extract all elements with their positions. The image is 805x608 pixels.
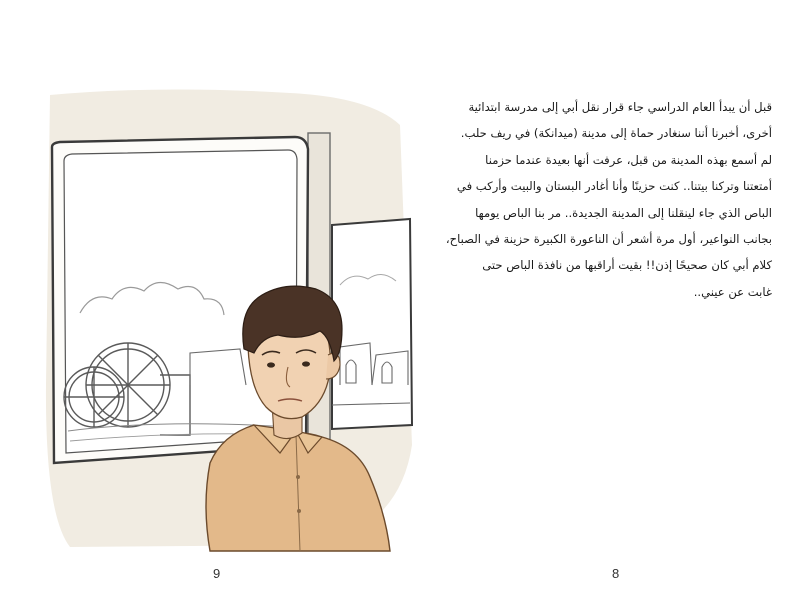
illustration-svg xyxy=(40,85,420,555)
story-line: كلام أبي كان صحيحًا إذن!! بقيت أراقبها من نافذة الباص حتى xyxy=(482,258,772,273)
boy-on-bus-illustration xyxy=(40,85,420,555)
story-line: بجانب النواعير، أول مرة أشعر أن الناعورة الكبيرة حزينة في الصباح، xyxy=(445,232,772,247)
story-line: أخرى، أخبرنا أننا سنغادر حماة إلى مدينة (ميدانكة) في ريف حلب. xyxy=(460,126,772,141)
story-text xyxy=(445,94,772,305)
page-number-right: 8 xyxy=(612,566,620,581)
story-line: لم أسمع بهذه المدينة من قبل، عرفت أنها بعيدة عندما حزمنا xyxy=(485,152,772,167)
story-line: الباص الذي جاء لينقلنا إلى المدينة الجديدة.. مر بنا الباص يومها xyxy=(475,205,772,220)
story-line: غابت عن عيني.. xyxy=(693,284,772,299)
page-number-left: 9 xyxy=(213,566,221,581)
story-line: أمتعتنا وتركنا بيتنا.. كنت حزينًا وأنا أغادر البستان والبيت وأركب في xyxy=(456,179,772,194)
story-line: قبل أن يبدأ العام الدراسي جاء قرار نقل أبي إلى مدرسة ابتدائية xyxy=(468,100,772,114)
